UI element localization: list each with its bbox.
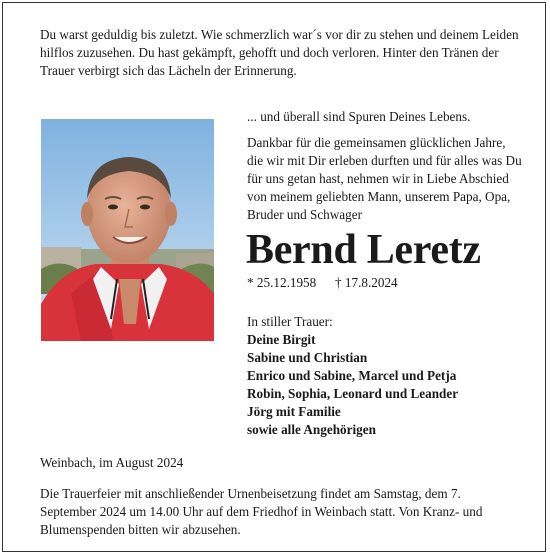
mourner-name: Sabine und Christian bbox=[247, 350, 368, 365]
mourners-heading: In stiller Trauer: bbox=[247, 314, 333, 329]
mourner-name: Robin, Sophia, Leonard und Leander bbox=[247, 386, 459, 401]
place-date: Weinbach, im August 2024 bbox=[40, 455, 184, 470]
mourner-name: Enrico und Sabine, Marcel und Petja bbox=[247, 368, 457, 383]
mourners-list bbox=[247, 313, 517, 439]
death-date: † 17.8.2024 bbox=[335, 275, 398, 290]
mourner-name: Deine Birgit bbox=[247, 332, 316, 347]
intro-text: Du warst geduldig bis zuletzt. Wie schmerzlich war´s vor dir zu stehen und deinem Leiden hilflos zuzusehen. Du hast gekämpft, gehofft und doch verloren. Hinter den Tränen der Trauer verbirgt sich das Lächeln der Erinnerung. bbox=[40, 27, 519, 78]
portrait-photo bbox=[41, 119, 214, 341]
quote-text: ... und überall sind Spuren Deines Lebens. bbox=[247, 109, 471, 124]
deceased-name: Bernd Leretz bbox=[246, 227, 481, 273]
thanks-text: Dankbar für die gemeinsamen glücklichen Jahre, die wir mit Dir erleben durften und für alles was Du für uns getan hast, nehmen wir in Liebe Abschied von meinem geliebten Mann, unserem Papa, Opa, Bruder und Schwager bbox=[247, 135, 522, 222]
birth-date: * 25.12.1958 bbox=[247, 275, 317, 290]
ceremony-text: Die Trauerfeier mit anschließender Urnenbeisetzung findet am Samstag, dem 7. September 2024 um 14.00 Uhr auf dem Friedhof in Weinbach statt. Von Kranz- und Blumenspenden bitten wir abzusehen. bbox=[40, 486, 483, 537]
mourner-name: Jörg mit Familie bbox=[247, 404, 341, 419]
mourner-name: sowie alle Angehörigen bbox=[247, 422, 376, 437]
